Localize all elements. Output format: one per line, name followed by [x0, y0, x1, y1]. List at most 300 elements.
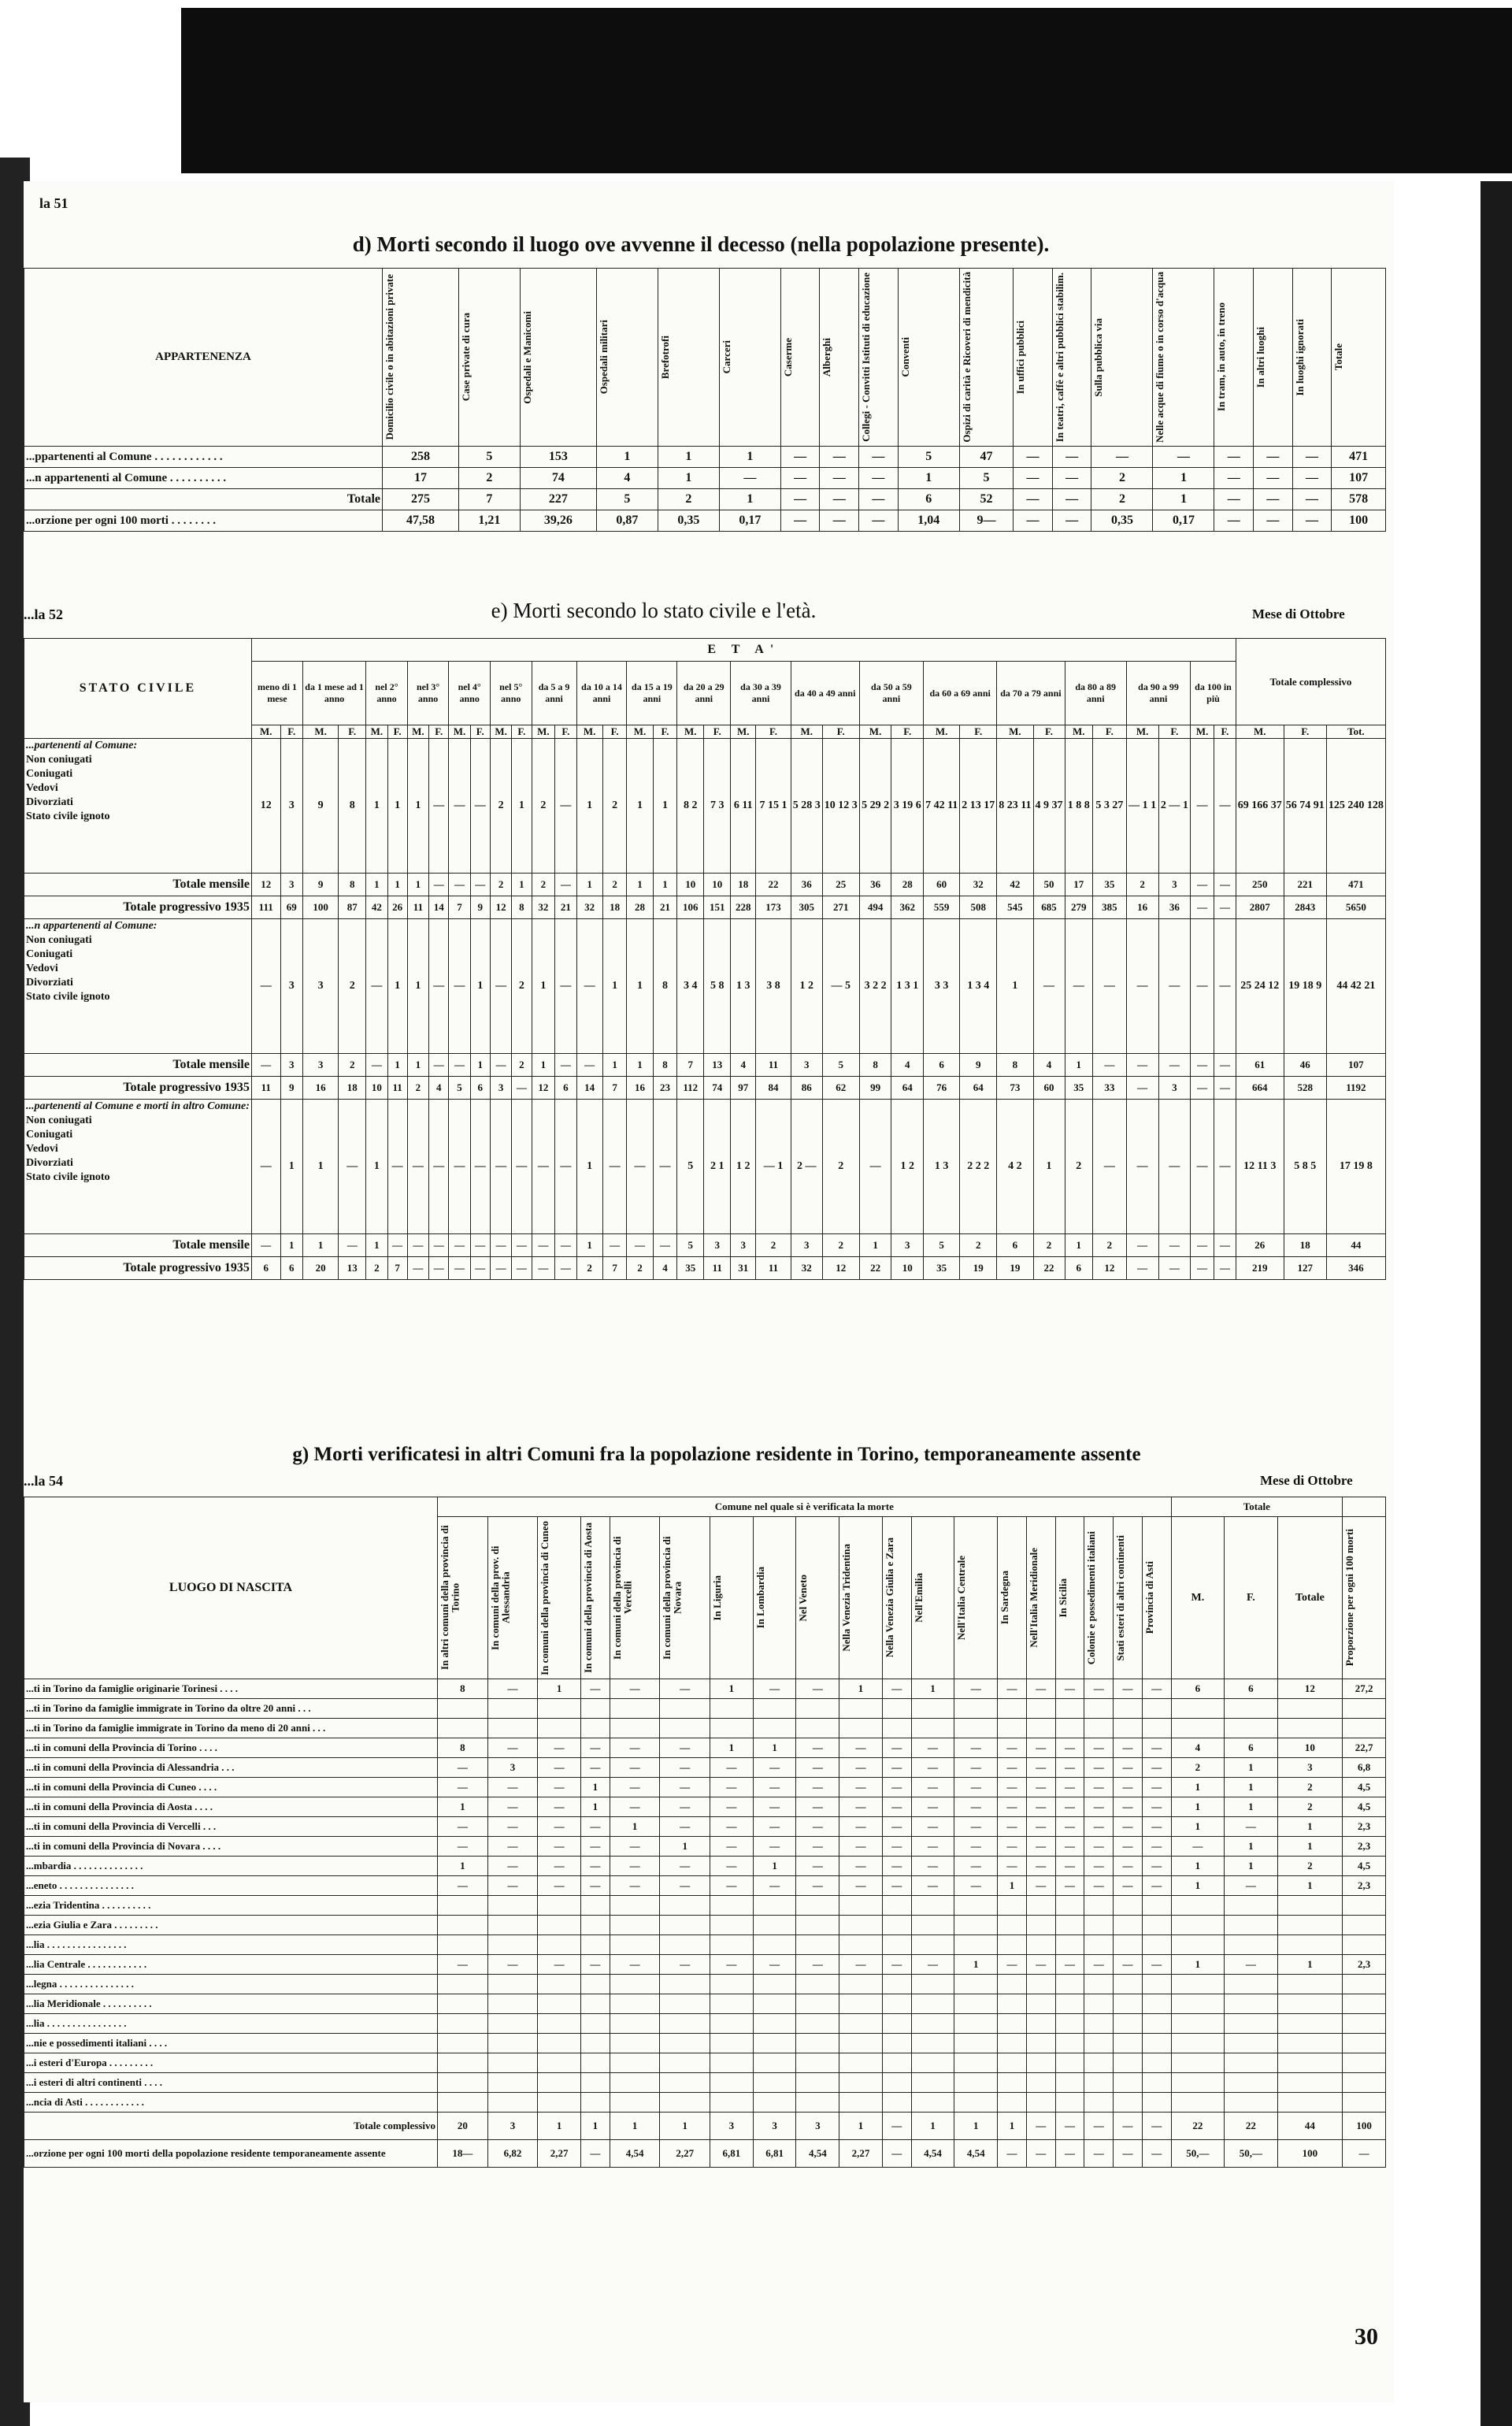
cell — [610, 1916, 660, 1935]
cell: 685 — [1033, 896, 1065, 919]
cell — [911, 1994, 954, 2014]
row-label: ...ti in Torino da famiglie originarie Torinesi . . . . — [24, 1679, 438, 1699]
cell — [1114, 1916, 1143, 1935]
cell: 112 — [677, 1077, 704, 1100]
cell — [1084, 1896, 1114, 1916]
cell: 4 9 37 — [1033, 739, 1065, 874]
cell: — — [1158, 1234, 1191, 1257]
cell — [911, 1975, 954, 1994]
row-label: ...orzione per ogni 100 morti . . . . . . . . — [24, 510, 383, 532]
cell: — — [796, 1857, 839, 1876]
cell — [998, 2014, 1027, 2034]
cell: — — [753, 1797, 796, 1817]
cell: — — [796, 1817, 839, 1837]
cell: — — [610, 1857, 660, 1876]
cell: 27,2 — [1343, 1679, 1386, 1699]
table-stato-civile-eta — [24, 638, 1386, 1280]
cell — [438, 1935, 488, 1955]
total-sex-header: F. — [1284, 725, 1326, 739]
cell: — — [1014, 468, 1053, 489]
cell: 4 — [731, 1054, 756, 1077]
cell — [1142, 2034, 1171, 2053]
cell: — — [581, 1837, 610, 1857]
cell — [796, 2014, 839, 2034]
cell: — 1 — [756, 1100, 791, 1234]
cell: 14 — [576, 1077, 602, 1100]
cell: 1 — [602, 919, 627, 1054]
cell: — — [1084, 1738, 1114, 1758]
column-header-8 — [796, 1517, 839, 1679]
cell: 275 — [383, 489, 459, 510]
cell: 3 19 6 — [891, 739, 924, 874]
column-header-text-5: Carceri — [720, 340, 732, 374]
cell: 0,17 — [1153, 510, 1214, 532]
row-label: ...eneto . . . . . . . . . . . . . . . — [24, 1876, 438, 1896]
cell: 6,81 — [710, 2140, 754, 2168]
cell — [1114, 2073, 1143, 2093]
cell — [710, 1896, 754, 1916]
cell — [753, 1994, 796, 2014]
cell: — 1 1 — [1126, 739, 1158, 874]
cell: 1 — [387, 739, 407, 874]
cell — [1026, 1916, 1055, 1935]
cell — [487, 1699, 538, 1719]
cell — [911, 1916, 954, 1935]
cell: 1 — [1171, 1955, 1225, 1975]
cell: — — [998, 1817, 1027, 1837]
cell: 8 — [653, 919, 677, 1054]
cell: 1 — [470, 1054, 490, 1077]
cell: 2 — [822, 1234, 859, 1257]
cell: 3 — [1158, 874, 1191, 896]
cell: 25 — [822, 874, 859, 896]
cell — [660, 1699, 710, 1719]
row-label: ...ncia di Asti . . . . . . . . . . . . — [24, 2093, 438, 2113]
total-cell: 46 — [1284, 1054, 1326, 1077]
cell: — — [538, 1876, 581, 1896]
cell — [1084, 2093, 1114, 2113]
cell: 10 — [1277, 1738, 1342, 1758]
cell: — — [487, 1837, 538, 1857]
cell — [998, 2093, 1027, 2113]
cell: 1 3 4 — [960, 919, 997, 1054]
cell — [1084, 1975, 1114, 1994]
cell: 69 — [280, 896, 303, 919]
cell — [1171, 1896, 1225, 1916]
cell: — — [1114, 1955, 1143, 1975]
cell — [1114, 2014, 1143, 2034]
cell — [487, 1916, 538, 1935]
cell: — — [581, 2140, 610, 2168]
cell: 6 — [470, 1077, 490, 1100]
cell: 11 — [756, 1054, 791, 1077]
table-luogo-decesso — [24, 268, 1386, 532]
total-sex-header: M. — [1236, 725, 1284, 739]
table-row — [24, 2073, 1386, 2093]
column-header-11 — [1014, 269, 1053, 447]
cell — [1026, 1699, 1055, 1719]
cell: — — [538, 1837, 581, 1857]
cell: 7 — [449, 896, 470, 919]
cell — [954, 2034, 998, 2053]
sex-header-m: M. — [1065, 725, 1092, 739]
cell — [710, 2014, 754, 2034]
cell — [610, 2073, 660, 2093]
cell: 18 — [602, 896, 627, 919]
total-cell: 528 — [1284, 1077, 1326, 1100]
cell: 74 — [704, 1077, 731, 1100]
cell — [1343, 1896, 1386, 1916]
cell: 4,5 — [1343, 1797, 1386, 1817]
cell — [538, 1896, 581, 1916]
cell: 1 — [911, 2113, 954, 2140]
age-group-header-12: da 50 a 59 anni — [859, 662, 923, 725]
cell — [581, 2093, 610, 2113]
column-header-text-16: In altri luoghi — [1254, 326, 1267, 388]
cell: — — [449, 1234, 470, 1257]
cell — [610, 1719, 660, 1738]
cell — [1225, 1935, 1278, 1955]
cell — [1084, 2014, 1114, 2034]
cell — [796, 1994, 839, 2014]
cell — [1084, 1719, 1114, 1738]
cell — [911, 2034, 954, 2053]
total-cell: 125 240 128 — [1326, 739, 1385, 874]
cell — [1142, 1975, 1171, 1994]
sex-header-m: M. — [677, 725, 704, 739]
cell: — — [1142, 2113, 1171, 2140]
cell — [538, 1719, 581, 1738]
cell — [839, 1975, 883, 1994]
cell — [610, 1896, 660, 1916]
cell: — — [487, 1778, 538, 1797]
cell: — — [1191, 1054, 1214, 1077]
cell — [1171, 2093, 1225, 2113]
cell: 1 — [859, 1234, 891, 1257]
cell: 16 — [1126, 896, 1158, 919]
cell: 73 — [997, 1077, 1033, 1100]
cell: 13 — [339, 1257, 366, 1280]
cell: 2 13 17 — [960, 739, 997, 874]
cell: 100 — [303, 896, 339, 919]
cell: 2,3 — [1343, 1837, 1386, 1857]
cell: 6 — [898, 489, 959, 510]
cell: 1 — [470, 919, 490, 1054]
cell: — — [339, 1100, 366, 1234]
cell: — — [1084, 2113, 1114, 2140]
column-header-17 — [1292, 269, 1332, 447]
total-cell: 1192 — [1326, 1077, 1385, 1100]
cell: — — [1114, 1837, 1143, 1857]
cell — [660, 2053, 710, 2073]
cell — [1225, 2034, 1278, 2053]
cell — [1225, 2014, 1278, 2034]
cell — [954, 1896, 998, 1916]
cell: — — [1026, 1955, 1055, 1975]
cell — [610, 2014, 660, 2034]
cell — [1142, 1719, 1171, 1738]
cell — [438, 1699, 488, 1719]
cell: — — [610, 1876, 660, 1896]
cell: — — [581, 1679, 610, 1699]
cell: 5 28 3 — [791, 739, 822, 874]
cell: 1 — [1153, 489, 1214, 510]
total-sex-header: Tot. — [1326, 725, 1385, 739]
cell: 22,7 — [1343, 1738, 1386, 1758]
cell: — — [1055, 1817, 1084, 1837]
cell: 5 — [959, 468, 1014, 489]
cell — [911, 1896, 954, 1916]
cell: 11 — [704, 1257, 731, 1280]
cell: — — [610, 1837, 660, 1857]
cell: 1 3 — [731, 919, 756, 1054]
cell: — — [1084, 1876, 1114, 1896]
cell — [660, 1896, 710, 1916]
column-header-12 — [954, 1517, 998, 1679]
cell: — — [998, 1679, 1027, 1699]
block-label — [24, 919, 252, 1054]
cell: 1 — [438, 1857, 488, 1876]
cell: 227 — [520, 489, 596, 510]
age-group-header-9: da 20 a 29 anni — [677, 662, 731, 725]
total-cell: 5 8 5 — [1284, 1100, 1326, 1234]
cell: 13 — [704, 1054, 731, 1077]
cell: — — [882, 1857, 911, 1876]
cell: — — [470, 739, 490, 874]
cell — [839, 1699, 883, 1719]
cell: — — [487, 1955, 538, 1975]
cell: 6 — [997, 1234, 1033, 1257]
cell: — — [1126, 1100, 1158, 1234]
cell — [796, 1935, 839, 1955]
table-row — [24, 1935, 1386, 1955]
cell — [1343, 1935, 1386, 1955]
cell — [1225, 1896, 1278, 1916]
row-label: ...lia Meridionale . . . . . . . . . . — [24, 1994, 438, 2014]
cell — [839, 1896, 883, 1916]
cell — [438, 1916, 488, 1935]
cell: — — [1292, 468, 1332, 489]
cell — [1225, 1719, 1278, 1738]
cell — [1171, 1699, 1225, 1719]
cell: 8 2 — [677, 739, 704, 874]
cell — [1225, 2093, 1278, 2113]
cell — [438, 2014, 488, 2034]
column-header-1 — [458, 269, 520, 447]
cell: 2 1 — [704, 1100, 731, 1234]
cell — [487, 1935, 538, 1955]
cell — [882, 1935, 911, 1955]
cell: 2,27 — [839, 2140, 883, 2168]
cell: — — [438, 1817, 488, 1837]
cell: — — [911, 1817, 954, 1837]
cell: — — [1214, 739, 1236, 874]
cell — [1225, 1994, 1278, 2014]
cell: 5 — [898, 447, 959, 468]
cell: — — [998, 1758, 1027, 1778]
cell — [1277, 2093, 1342, 2113]
cell — [882, 1975, 911, 1994]
column-header-9 — [898, 269, 959, 447]
total-cell: 250 — [1236, 874, 1284, 896]
cell: — — [1142, 1955, 1171, 1975]
cell: 10 — [704, 874, 731, 896]
cell: — — [719, 468, 780, 489]
cell: — — [438, 1758, 488, 1778]
cell: — — [1114, 1778, 1143, 1797]
cell: 35 — [677, 1257, 704, 1280]
cell — [1171, 2053, 1225, 2073]
cell: 8 — [339, 739, 366, 874]
cell: 7 42 11 — [924, 739, 960, 874]
cell — [1277, 2034, 1342, 2053]
cell: — 5 — [822, 919, 859, 1054]
cell: 7 — [602, 1077, 627, 1100]
table-row-block — [24, 739, 1386, 874]
cell: — — [1254, 510, 1293, 532]
block-sub-label: Coniugati — [26, 1129, 73, 1141]
cell: 1 — [719, 447, 780, 468]
row-label: Totale complessivo — [24, 2113, 438, 2140]
cell: — — [753, 1955, 796, 1975]
cell: — — [911, 1758, 954, 1778]
cell: — — [1126, 1054, 1158, 1077]
cell: — — [653, 1234, 677, 1257]
table-row — [24, 2014, 1386, 2034]
cell: 8 — [653, 1054, 677, 1077]
cell — [438, 2093, 488, 2113]
cell: — — [796, 1738, 839, 1758]
cell: — — [251, 919, 280, 1054]
cell — [1084, 1916, 1114, 1935]
cell: 1 — [627, 874, 653, 896]
cell — [1142, 1896, 1171, 1916]
cell: 42 — [366, 896, 387, 919]
cell: 1 — [1065, 1234, 1092, 1257]
cell: 3 — [791, 1234, 822, 1257]
cell: 12 — [251, 739, 280, 874]
cell: — — [998, 2140, 1027, 2168]
cell: — — [610, 1679, 660, 1699]
table-row — [24, 1738, 1386, 1758]
cell: 1 — [280, 1234, 303, 1257]
cell: 2,3 — [1343, 1955, 1386, 1975]
cell: 3 — [280, 739, 303, 874]
column-header-text-20: F. — [1247, 1591, 1255, 1604]
cell: — — [555, 739, 576, 874]
cell: 2 — [1277, 1797, 1342, 1817]
cell: 6 — [1225, 1679, 1278, 1699]
cell: — — [1092, 919, 1126, 1054]
cell: — — [555, 1054, 576, 1077]
column-header-text-6: Caserme — [781, 337, 794, 377]
cell: — — [839, 1797, 883, 1817]
cell: 3 — [1277, 1758, 1342, 1778]
cell: 3 — [487, 1758, 538, 1778]
column-header-text-17: Stati esteri di altri continenti — [1114, 1534, 1127, 1661]
sex-header-m: M. — [731, 725, 756, 739]
column-header-text-21: Totale — [1295, 1591, 1325, 1604]
cell: 6 — [251, 1257, 280, 1280]
cell: — — [627, 1234, 653, 1257]
cell: — — [710, 1955, 754, 1975]
sex-header-m: M. — [532, 725, 555, 739]
cell: 86 — [791, 1077, 822, 1100]
cell: — — [1114, 1876, 1143, 1896]
total-cell: 221 — [1284, 874, 1326, 896]
cell — [796, 1719, 839, 1738]
cell — [882, 2073, 911, 2093]
column-header-4 — [658, 269, 719, 447]
cell: 111 — [251, 896, 280, 919]
cell: 20 — [303, 1257, 339, 1280]
cell: 5 29 2 — [859, 739, 891, 874]
cell — [538, 1994, 581, 2014]
cell — [1142, 2073, 1171, 2093]
cell: — — [1084, 2140, 1114, 2168]
block-sub-label: Stato civile ignoto — [26, 1171, 110, 1183]
table-row — [24, 510, 1386, 532]
total-cell: 44 — [1326, 1234, 1385, 1257]
cell — [1114, 1935, 1143, 1955]
cell: — — [796, 1876, 839, 1896]
cell: 6 — [924, 1054, 960, 1077]
cell: — — [1225, 1876, 1278, 1896]
cell — [796, 1975, 839, 1994]
cell: 22 — [1033, 1257, 1065, 1280]
cell: 1 — [1225, 1758, 1278, 1778]
row-label-totale-progressivo: Totale progressivo 1935 — [24, 1077, 252, 1100]
column-header-21 — [1277, 1517, 1342, 1679]
cell: — — [839, 1955, 883, 1975]
cell: 1 — [954, 1955, 998, 1975]
cell: — — [998, 1797, 1027, 1817]
block-sub-label: Divorziati — [26, 977, 73, 989]
cell: 3 — [303, 919, 339, 1054]
table-label-51: la 51 — [39, 195, 69, 211]
cell: — — [576, 919, 602, 1054]
cell: — — [1084, 1837, 1114, 1857]
cell: 19 — [997, 1257, 1033, 1280]
cell: 1 2 — [731, 1100, 756, 1234]
cell: 1 — [1065, 1054, 1092, 1077]
cell: — — [429, 874, 449, 896]
sex-header-f: F. — [756, 725, 791, 739]
total-cell: 664 — [1236, 1077, 1284, 1100]
cell: 5 — [449, 1077, 470, 1100]
sex-header-f: F. — [960, 725, 997, 739]
cell: — — [882, 1817, 911, 1837]
column-header-5 — [660, 1517, 710, 1679]
sex-header-f: F. — [602, 725, 627, 739]
cell: — — [859, 468, 899, 489]
cell — [1343, 1719, 1386, 1738]
cell: — — [998, 1738, 1027, 1758]
table-row-progressivo — [24, 896, 1386, 919]
cell: 31 — [731, 1257, 756, 1280]
cell: 6 — [555, 1077, 576, 1100]
cell: 22 — [756, 874, 791, 896]
column-header-14 — [1153, 269, 1214, 447]
cell — [1084, 1699, 1114, 1719]
column-header-6 — [780, 269, 820, 447]
cell: 1 — [1171, 1876, 1225, 1896]
cell: 271 — [822, 896, 859, 919]
cell: 16 — [627, 1077, 653, 1100]
cell: 1 — [366, 739, 387, 874]
cell — [610, 1994, 660, 2014]
cell: — — [490, 919, 511, 1054]
